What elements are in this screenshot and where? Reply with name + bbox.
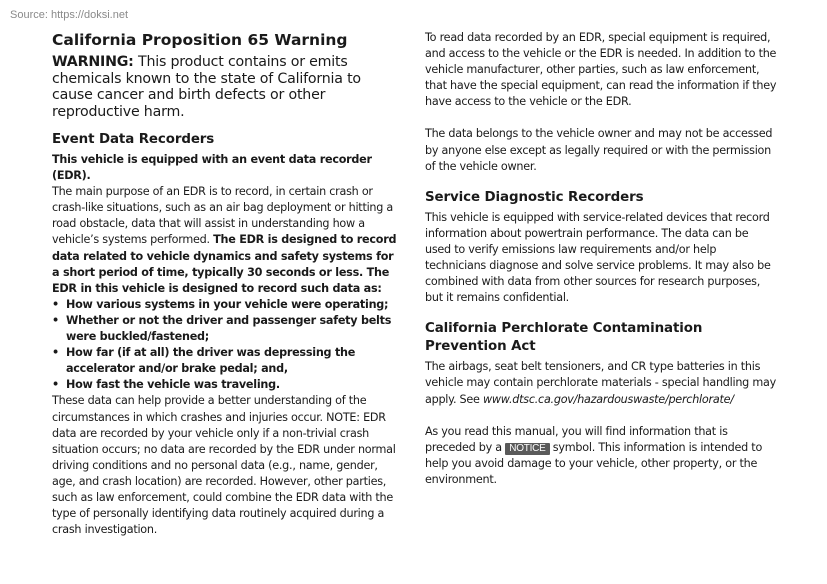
edr-body: [52, 184, 404, 297]
list-item: [52, 345, 404, 377]
source-caption: Source: https://doksi.net: [10, 9, 129, 21]
sdr-heading: Service Diagnostic Recorders: [425, 189, 644, 205]
notice-text-after: symbol. This information is intended to help you avoid damage to your vehicle, other property, or the environment.: [425, 440, 763, 486]
left-column: [52, 30, 404, 538]
edr-ownership-paragraph: The data belongs to the vehicle owner and may not be accessed by anyone else except as legally required or with the permission of the vehicle owner.: [425, 127, 773, 173]
prop65-warning: [52, 54, 404, 120]
warning-label: WARNING:: [52, 54, 134, 70]
list-item-text: How fast the vehicle was traveling.: [66, 378, 280, 392]
bullet-mark: •: [52, 378, 59, 392]
notice-paragraph: [425, 424, 777, 488]
bullet-mark: •: [52, 297, 59, 311]
edr-closing: These data can help provide a better understanding of the circumstances in which crashes and injuries occur. NOTE: EDR data are recorded by your vehicle only if a non-trivial crash situation occurs; no data are recorded by the EDR under normal driving conditions and no personal data (e.g., name, gender, age, and crash location) are recorded. However, other parties, such as law enforcement, could combine the EDR data with the type of personally identifying data routinely acquired during a crash investigation.: [52, 394, 396, 537]
right-column: [425, 30, 777, 488]
list-item-text: Whether or not the driver and passenger safety belts were buckled/fastened;: [66, 313, 392, 344]
notice-badge: NOTICE: [505, 443, 549, 455]
bullet-mark: •: [52, 346, 59, 360]
notice-text-before: As you read this manual, you will find information that is preceded by a: [425, 424, 728, 454]
perchlorate-text: The airbags, seat belt tensioners, and CR type batteries in this vehicle may contain perchlorate materials - special handling may apply. See: [425, 360, 776, 406]
warning-text: This product contains or emits chemicals known to the state of California to cause cancer and birth defects or other reproductive harm.: [52, 54, 361, 120]
list-item-text: How far (if at all) the driver was depressing the accelerator and/or brake pedal; and,: [66, 346, 356, 376]
prop65-title: California Proposition 65 Warning: [52, 31, 348, 49]
list-item-text: How various systems in your vehicle were operating;: [66, 297, 389, 311]
sdr-body: This vehicle is equipped with service-related devices that record information about powertrain performance. The data can be used to verify emissions law requirements and/or help technicians diagnose and solve service problems. It may also be combined with data from other sources for research purposes, but it remains confidential.: [425, 210, 771, 305]
edr-intro: This vehicle is equipped with an event data recorder (EDR).: [52, 153, 372, 183]
edr-data-list: [52, 297, 404, 394]
list-item: [52, 377, 404, 393]
list-item: [52, 313, 404, 345]
perchlorate-heading: California Perchlorate Contamination Prevention Act: [425, 321, 703, 355]
edr-body-text: The main purpose of an EDR is to record, in certain crash or crash-like situations, such as an air bag deployment or hitting a road obstacle, data that will assist in understanding how a vehicle’s systems performed.: [52, 185, 394, 247]
list-item: [52, 297, 404, 313]
edr-heading: Event Data Recorders: [52, 132, 215, 147]
perchlorate-link: www.dtsc.ca.gov/hazardouswaste/perchlorate/: [482, 392, 734, 406]
perchlorate-body: [425, 359, 777, 407]
bullet-mark: •: [52, 313, 59, 327]
edr-access-paragraph: To read data recorded by an EDR, special equipment is required, and access to the vehicle or the EDR is needed. In addition to the vehicle manufacturer, other parties, such as law enforcement, that have the special equipment, can read the information if they have access to the vehicle or the EDR.: [425, 31, 777, 109]
edr-body-bold: The EDR is designed to record data related to vehicle dynamics and safety systems for a short period of time, typically 30 seconds or less. The EDR in this vehicle is designed to record such data as:: [52, 233, 397, 295]
